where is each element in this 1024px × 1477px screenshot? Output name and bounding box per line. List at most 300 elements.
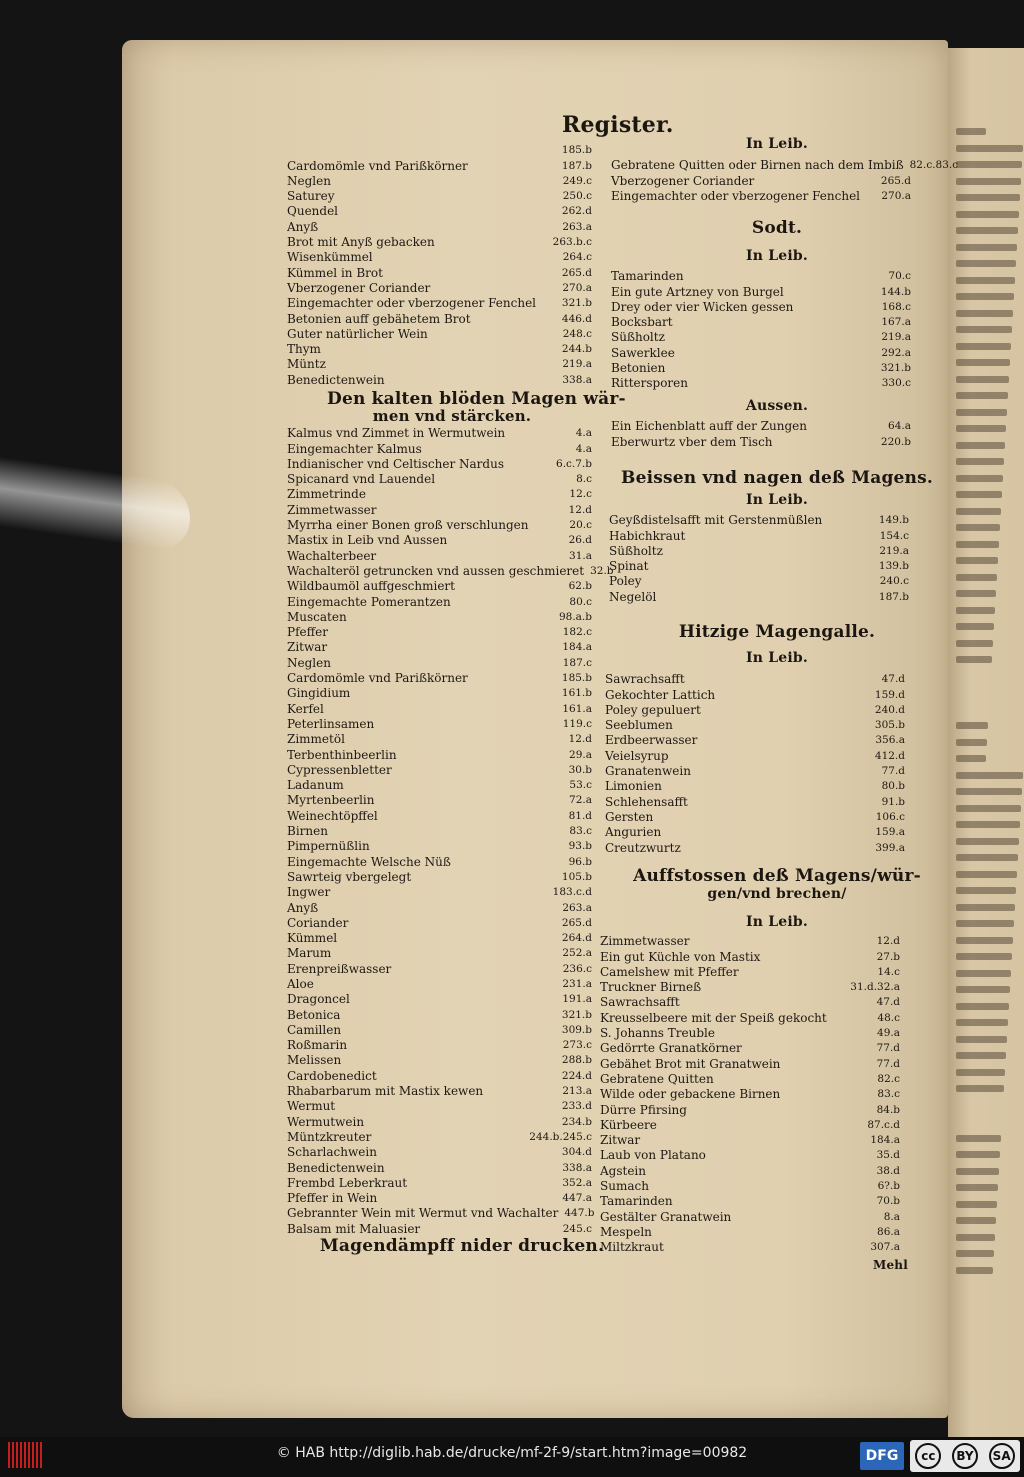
- index-entry: [609, 574, 909, 589]
- entry-term: Süßholtz: [611, 330, 665, 345]
- entry-reference: 20.c: [569, 519, 592, 532]
- section-heading: Auffstossen deß Magens/wür-: [633, 866, 921, 886]
- entry-term: Betonien: [611, 361, 666, 376]
- entry-reference: 185.b: [561, 144, 592, 157]
- index-entry: [287, 472, 592, 487]
- adjacent-text-line: [956, 722, 988, 729]
- entry-reference: 98.a.b: [558, 610, 592, 623]
- entry-reference: 6.c.7.b: [556, 457, 592, 470]
- entry-term: Terbenthinbeerlin: [287, 747, 397, 762]
- entry-term: Thym: [287, 342, 321, 357]
- index-entry: [600, 1072, 900, 1087]
- entry-reference: 53.c: [569, 779, 592, 792]
- index-entry: [600, 1102, 900, 1117]
- entry-reference: 270.a: [881, 189, 911, 202]
- entry-reference: 240.d: [874, 703, 905, 716]
- index-entry: [611, 300, 911, 315]
- entry-term: Benedictenwein: [287, 372, 385, 387]
- entry-reference: 292.a: [881, 346, 911, 359]
- section-heading: men vnd stärcken.: [372, 407, 532, 425]
- entry-term: Sawerklee: [611, 345, 675, 360]
- index-entry: [611, 361, 911, 376]
- entry-term: Gingidium: [287, 686, 351, 701]
- entry-term: Camelshew mit Pfeffer: [600, 964, 739, 979]
- adjacent-text-line: [956, 293, 1014, 300]
- adjacent-text-line: [956, 805, 1021, 812]
- adjacent-text-line: [956, 1135, 1001, 1142]
- adjacent-text-line: [956, 409, 1007, 416]
- entry-reference: 304.d: [561, 1146, 592, 1159]
- adjacent-text-line: [956, 1052, 1006, 1059]
- adjacent-text-line: [956, 1217, 996, 1224]
- index-entry: [287, 671, 592, 686]
- index-entry: [605, 672, 905, 687]
- index-entry: [287, 219, 592, 234]
- entry-term: Coriander: [287, 915, 349, 930]
- index-entry: [287, 265, 592, 280]
- entry-term: Frembd Leberkraut: [287, 1175, 408, 1190]
- left-column: [287, 143, 592, 388]
- adjacent-text-line: [956, 244, 1017, 251]
- entry-term: Pfeffer in Wein: [287, 1191, 378, 1206]
- entry-reference: 187.c: [562, 656, 592, 669]
- index-entry: [611, 284, 911, 299]
- entry-term: Cardobenedict: [287, 1068, 377, 1083]
- adjacent-text-line: [956, 524, 1000, 531]
- entry-reference: 264.c: [562, 251, 592, 264]
- entry-reference: 352.a: [562, 1176, 592, 1189]
- entry-reference: 240.c: [879, 575, 909, 588]
- entry-reference: 72.a: [569, 794, 592, 807]
- entry-reference: 77.d: [881, 765, 905, 778]
- adjacent-text-line: [956, 656, 992, 663]
- entry-term: Saturey: [287, 189, 335, 204]
- index-entry: [287, 916, 592, 931]
- index-entry: [287, 342, 592, 357]
- subsection-heading: Aussen.: [745, 398, 809, 414]
- entry-term: Kümmel: [287, 931, 338, 946]
- entry-term: Wisenkümmel: [287, 250, 373, 265]
- entry-term: Schlehensafft: [605, 794, 688, 809]
- index-entry: [611, 158, 959, 173]
- entry-reference: 12.d: [568, 503, 592, 516]
- entry-term: Poley gepuluert: [605, 702, 701, 717]
- index-entry: [287, 327, 592, 342]
- entry-term: Zimmetwasser: [287, 502, 377, 517]
- index-entry: [287, 189, 592, 204]
- entry-reference: 184.a: [870, 1134, 900, 1147]
- index-entry: [287, 1038, 592, 1053]
- entry-reference: 49.a: [877, 1027, 900, 1040]
- index-entry: [287, 502, 592, 517]
- index-entry: [287, 900, 592, 915]
- index-entry: [611, 173, 911, 188]
- entry-reference: 220.b: [880, 435, 911, 448]
- adjacent-text-line: [956, 937, 1013, 944]
- entry-reference: 219.a: [879, 544, 909, 557]
- adjacent-text-line: [956, 1234, 995, 1241]
- adjacent-text-line: [956, 145, 1023, 152]
- entry-term: Anyß: [287, 900, 319, 915]
- entry-term: Gebrannter Wein mit Wermut vnd Wachalter: [287, 1206, 559, 1221]
- index-entry: [287, 732, 592, 747]
- entry-term: Kürbeere: [600, 1117, 657, 1132]
- section-heading: Magendämpff nider drucken.: [319, 1236, 605, 1256]
- index-entry: [287, 610, 592, 625]
- entry-reference: 234.b: [561, 1115, 592, 1128]
- index-entry: [287, 518, 592, 533]
- by-icon: BY: [952, 1443, 978, 1469]
- index-entry: [287, 778, 592, 793]
- index-entry: [287, 143, 592, 158]
- entry-term: Birnen: [287, 824, 328, 839]
- entry-reference: 233.d: [561, 1100, 592, 1113]
- entry-reference: 106.c: [875, 810, 905, 823]
- entry-term: Veielsyrup: [605, 748, 669, 763]
- adjacent-text-line: [956, 607, 995, 614]
- entry-reference: 119.c: [562, 717, 592, 730]
- entry-reference: 263.a: [562, 901, 592, 914]
- entry-reference: 29.a: [569, 748, 592, 761]
- entry-reference: 330.c: [881, 377, 911, 390]
- adjacent-text-line: [956, 755, 986, 762]
- index-entry: [287, 931, 592, 946]
- entry-term: Gedörrte Granatkörner: [600, 1041, 742, 1056]
- entry-reference: 83.c: [877, 1088, 900, 1101]
- entry-reference: 249.c: [562, 174, 592, 187]
- entry-term: Habichkraut: [609, 528, 686, 543]
- entry-reference: 244.b.245.c: [529, 1130, 592, 1143]
- index-entry: [287, 655, 592, 670]
- entry-reference: 70.c: [888, 270, 911, 283]
- entry-reference: 12.c: [569, 488, 592, 501]
- entry-term: Anyß: [287, 219, 319, 234]
- entry-reference: 265.d: [561, 266, 592, 279]
- subsection-heading: In Leib.: [746, 248, 808, 264]
- right-column: [609, 513, 909, 605]
- entry-term: Gebähet Brot mit Granatwein: [600, 1056, 781, 1071]
- entry-term: Gebratene Quitten oder Birnen nach dem Imbiß: [611, 158, 904, 173]
- entry-term: Poley: [609, 574, 642, 589]
- adjacent-text-line: [956, 623, 994, 630]
- entry-term: S. Johanns Treuble: [600, 1026, 715, 1041]
- entry-reference: 321.b: [561, 297, 592, 310]
- section-heading: Den kalten blöden Magen wär-: [327, 389, 626, 409]
- index-entry: [600, 1133, 900, 1148]
- index-entry: [287, 640, 592, 655]
- index-entry: [287, 977, 592, 992]
- entry-reference: 77.d: [876, 1042, 900, 1055]
- dfg-logo: DFG: [860, 1442, 904, 1470]
- adjacent-text-line: [956, 508, 1001, 515]
- entry-term: Wermutwein: [287, 1114, 365, 1129]
- entry-term: Agstein: [600, 1163, 646, 1178]
- section-heading: Sodt.: [751, 218, 803, 238]
- entry-term: Balsam mit Maluasier: [287, 1221, 421, 1236]
- adjacent-text-line: [956, 326, 1012, 333]
- entry-term: Ein gute Artzney von Burgel: [611, 284, 784, 299]
- index-entry: [611, 345, 911, 360]
- index-entry: [287, 204, 592, 219]
- entry-reference: 91.b: [881, 795, 905, 808]
- entry-term: Weinechtöpffel: [287, 808, 378, 823]
- adjacent-text-line: [956, 1250, 994, 1257]
- index-entry: [605, 840, 905, 855]
- adjacent-text-line: [956, 1201, 997, 1208]
- entry-reference: 265.d: [880, 174, 911, 187]
- index-entry: [609, 528, 909, 543]
- entry-term: Spicanard vnd Lauendel: [287, 472, 436, 487]
- license-badge[interactable]: [910, 1440, 1020, 1472]
- right-column: [605, 672, 905, 856]
- index-entry: [287, 1221, 592, 1236]
- index-entry: [287, 625, 592, 640]
- entry-reference: 8.c: [576, 473, 592, 486]
- right-column: [600, 934, 900, 1255]
- index-entry: [605, 794, 905, 809]
- index-entry: [605, 810, 905, 825]
- entry-term: Ingwer: [287, 885, 331, 900]
- entry-term: Drey oder vier Wicken gessen: [611, 299, 794, 314]
- adjacent-text-line: [956, 904, 1015, 911]
- entry-term: Wachalteröl getruncken vnd aussen geschmieret: [287, 563, 585, 578]
- index-entry: [287, 548, 592, 563]
- index-entry: [287, 808, 592, 823]
- subsection-heading: In Leib.: [746, 650, 808, 666]
- index-entry: [287, 426, 592, 441]
- entry-reference: 154.c: [879, 529, 909, 542]
- index-entry: [600, 965, 900, 980]
- entry-reference: 168.c: [881, 300, 911, 313]
- entry-reference: 12.d: [568, 733, 592, 746]
- adjacent-text-line: [956, 194, 1020, 201]
- entry-term: Sumach: [600, 1179, 649, 1194]
- index-entry: [600, 1056, 900, 1071]
- entry-reference: 27.b: [876, 950, 900, 963]
- adjacent-text-line: [956, 986, 1010, 993]
- entry-reference: 219.a: [881, 331, 911, 344]
- adjacent-text-line: [956, 1069, 1005, 1076]
- entry-reference: 219.a: [562, 358, 592, 371]
- entry-reference: 250.c: [562, 190, 592, 203]
- index-entry: [605, 733, 905, 748]
- entry-term: Vberzogener Coriander: [611, 173, 755, 188]
- entry-term: Kümmel in Brot: [287, 265, 383, 280]
- entry-reference: 161.b: [561, 687, 592, 700]
- entry-reference: 159.a: [875, 826, 905, 839]
- index-entry: [611, 269, 911, 284]
- entry-term: Tamarinden: [600, 1194, 673, 1209]
- entry-term: Müntz: [287, 357, 326, 372]
- entry-term: Eingemachter oder vberzogener Fenchel: [611, 188, 861, 203]
- entry-reference: 48.c: [877, 1011, 900, 1024]
- entry-term: Cardomömle vnd Parißkörner: [287, 671, 468, 686]
- entry-reference: 35.d: [876, 1149, 900, 1162]
- adjacent-text-line: [956, 838, 1019, 845]
- index-entry: [287, 250, 592, 265]
- adjacent-text-line: [956, 1168, 999, 1175]
- entry-term: Gestälter Granatwein: [600, 1209, 732, 1224]
- index-entry: [600, 1240, 900, 1255]
- adjacent-text-line: [956, 1184, 998, 1191]
- index-entry: [287, 1191, 592, 1206]
- entry-term: Betonien auff gebähetem Brot: [287, 311, 471, 326]
- entry-term: Granatenwein: [605, 764, 691, 779]
- index-entry: [600, 934, 900, 949]
- adjacent-text-line: [956, 953, 1012, 960]
- entry-term: Aloe: [287, 976, 314, 991]
- entry-reference: 321.b: [880, 362, 911, 375]
- section-heading: Beissen vnd nagen deß Magens.: [621, 468, 933, 488]
- entry-reference: 14.c: [877, 965, 900, 978]
- adjacent-text-line: [956, 475, 1003, 482]
- index-entry: [287, 854, 592, 869]
- index-entry: [600, 1118, 900, 1133]
- index-entry: [600, 1225, 900, 1240]
- index-entry: [287, 961, 592, 976]
- entry-reference: 32.b: [590, 564, 614, 577]
- entry-reference: 62.b: [568, 580, 592, 593]
- index-entry: [287, 487, 592, 502]
- index-entry: [287, 885, 592, 900]
- index-entry: [605, 825, 905, 840]
- adjacent-text-line: [956, 392, 1008, 399]
- entry-term: Bocksbart: [611, 315, 673, 330]
- adjacent-text-line: [956, 772, 1023, 779]
- entry-term: Kerfel: [287, 701, 324, 716]
- entry-term: Mastix in Leib vnd Aussen: [287, 533, 448, 548]
- adjacent-text-line: [956, 178, 1021, 185]
- index-entry: [600, 1148, 900, 1163]
- entry-term: Benedictenwein: [287, 1160, 385, 1175]
- index-entry: [600, 1209, 900, 1224]
- entry-term: Eingemachter Kalmus: [287, 441, 422, 456]
- entry-reference: 93.b: [568, 840, 592, 853]
- index-entry: [287, 1114, 592, 1129]
- index-entry: [611, 376, 911, 391]
- sa-icon: SA: [989, 1443, 1015, 1469]
- adjacent-text-line: [956, 574, 997, 581]
- entry-term: Erdbeerwasser: [605, 733, 698, 748]
- cc-icon: cc: [915, 1443, 941, 1469]
- entry-reference: 309.b: [561, 1023, 592, 1036]
- entry-reference: 263.b.c: [552, 236, 592, 249]
- entry-reference: 159.d: [874, 688, 905, 701]
- entry-reference: 187.b: [878, 590, 909, 603]
- index-entry: [287, 1160, 592, 1175]
- entry-reference: 446.d: [561, 312, 592, 325]
- index-entry: [287, 281, 592, 296]
- index-entry: [287, 372, 592, 387]
- index-entry: [287, 441, 592, 456]
- adjacent-text-line: [956, 343, 1011, 350]
- entry-reference: 12.d: [876, 935, 900, 948]
- entry-reference: 338.a: [562, 373, 592, 386]
- section-heading: gen/vnd brechen/: [707, 886, 847, 902]
- entry-term: Guter natürlicher Wein: [287, 326, 428, 341]
- left-column: [287, 426, 614, 1237]
- entry-term: Wildbaumöl auffgeschmiert: [287, 579, 455, 594]
- index-entry: [611, 315, 911, 330]
- entry-term: Eingemachter oder vberzogener Fenchel: [287, 296, 537, 311]
- index-entry: [600, 1087, 900, 1102]
- adjacent-text-line: [956, 161, 1022, 168]
- entry-reference: 305.b: [874, 719, 905, 732]
- entry-term: Dragoncel: [287, 992, 350, 1007]
- copyright-link[interactable]: © HAB http://diglib.hab.de/drucke/mf-2f-9/start.htm?image=00982: [276, 1445, 748, 1461]
- entry-reference: 288.b: [561, 1054, 592, 1067]
- adjacent-text-line: [956, 854, 1018, 861]
- entry-reference: 187.b: [561, 159, 592, 172]
- entry-term: Sawrachsafft: [605, 672, 685, 687]
- entry-reference: 64.a: [888, 420, 911, 433]
- document-page: [122, 40, 959, 1418]
- entry-term: Zimmetöl: [287, 732, 345, 747]
- subsection-heading: In Leib.: [746, 492, 808, 508]
- entry-term: Truckner Birneß: [600, 980, 702, 995]
- entry-reference: 252.a: [562, 947, 592, 960]
- entry-reference: 182.c: [562, 626, 592, 639]
- index-entry: [600, 1026, 900, 1041]
- entry-reference: 338.a: [562, 1161, 592, 1174]
- entry-reference: 80.c: [569, 595, 592, 608]
- index-entry: [605, 687, 905, 702]
- entry-term: Kreusselbeere mit der Speiß gekocht: [600, 1010, 827, 1025]
- entry-term: Limonien: [605, 779, 662, 794]
- entry-term: Ein Eichenblatt auff der Zungen: [611, 419, 808, 434]
- entry-reference: 30.b: [568, 763, 592, 776]
- adjacent-text-line: [956, 1019, 1008, 1026]
- entry-term: Sawrteig vbergelegt: [287, 869, 412, 884]
- entry-reference: 184.a: [562, 641, 592, 654]
- entry-term: Negelöl: [609, 589, 657, 604]
- entry-reference: 356.a: [875, 734, 905, 747]
- index-entry: [600, 995, 900, 1010]
- index-entry: [287, 579, 592, 594]
- index-entry: [287, 357, 592, 372]
- index-entry: [287, 1099, 592, 1114]
- adjacent-text-line: [956, 260, 1016, 267]
- index-entry: [287, 1145, 592, 1160]
- adjacent-text-line: [956, 871, 1017, 878]
- adjacent-text-line: [956, 1267, 993, 1274]
- entry-reference: 4.a: [575, 427, 592, 440]
- adjacent-text-line: [956, 128, 986, 135]
- entry-reference: 4.a: [575, 442, 592, 455]
- entry-term: Spinat: [609, 559, 649, 574]
- entry-reference: 80.b: [881, 780, 905, 793]
- entry-reference: 31.d.32.a: [850, 981, 900, 994]
- index-entry: [287, 1084, 592, 1099]
- index-entry: [287, 717, 592, 732]
- adjacent-text-line: [956, 211, 1019, 218]
- subsection-heading: In Leib.: [746, 136, 808, 152]
- subsection-heading: In Leib.: [746, 914, 808, 930]
- index-entry: [287, 824, 592, 839]
- adjacent-text-line: [956, 425, 1006, 432]
- entry-term: Zitwar: [600, 1133, 641, 1148]
- entry-term: Pimpernüßlin: [287, 839, 370, 854]
- index-entry: [287, 158, 592, 173]
- entry-term: Mespeln: [600, 1224, 652, 1239]
- adjacent-text-line: [956, 1085, 1004, 1092]
- index-entry: [605, 748, 905, 763]
- entry-term: Sawrachsafft: [600, 995, 680, 1010]
- entry-term: Wermut: [287, 1099, 336, 1114]
- entry-term: Myrrha einer Bonen groß verschlungen: [287, 518, 529, 533]
- adjacent-text-line: [956, 739, 987, 746]
- entry-reference: 77.d: [876, 1057, 900, 1070]
